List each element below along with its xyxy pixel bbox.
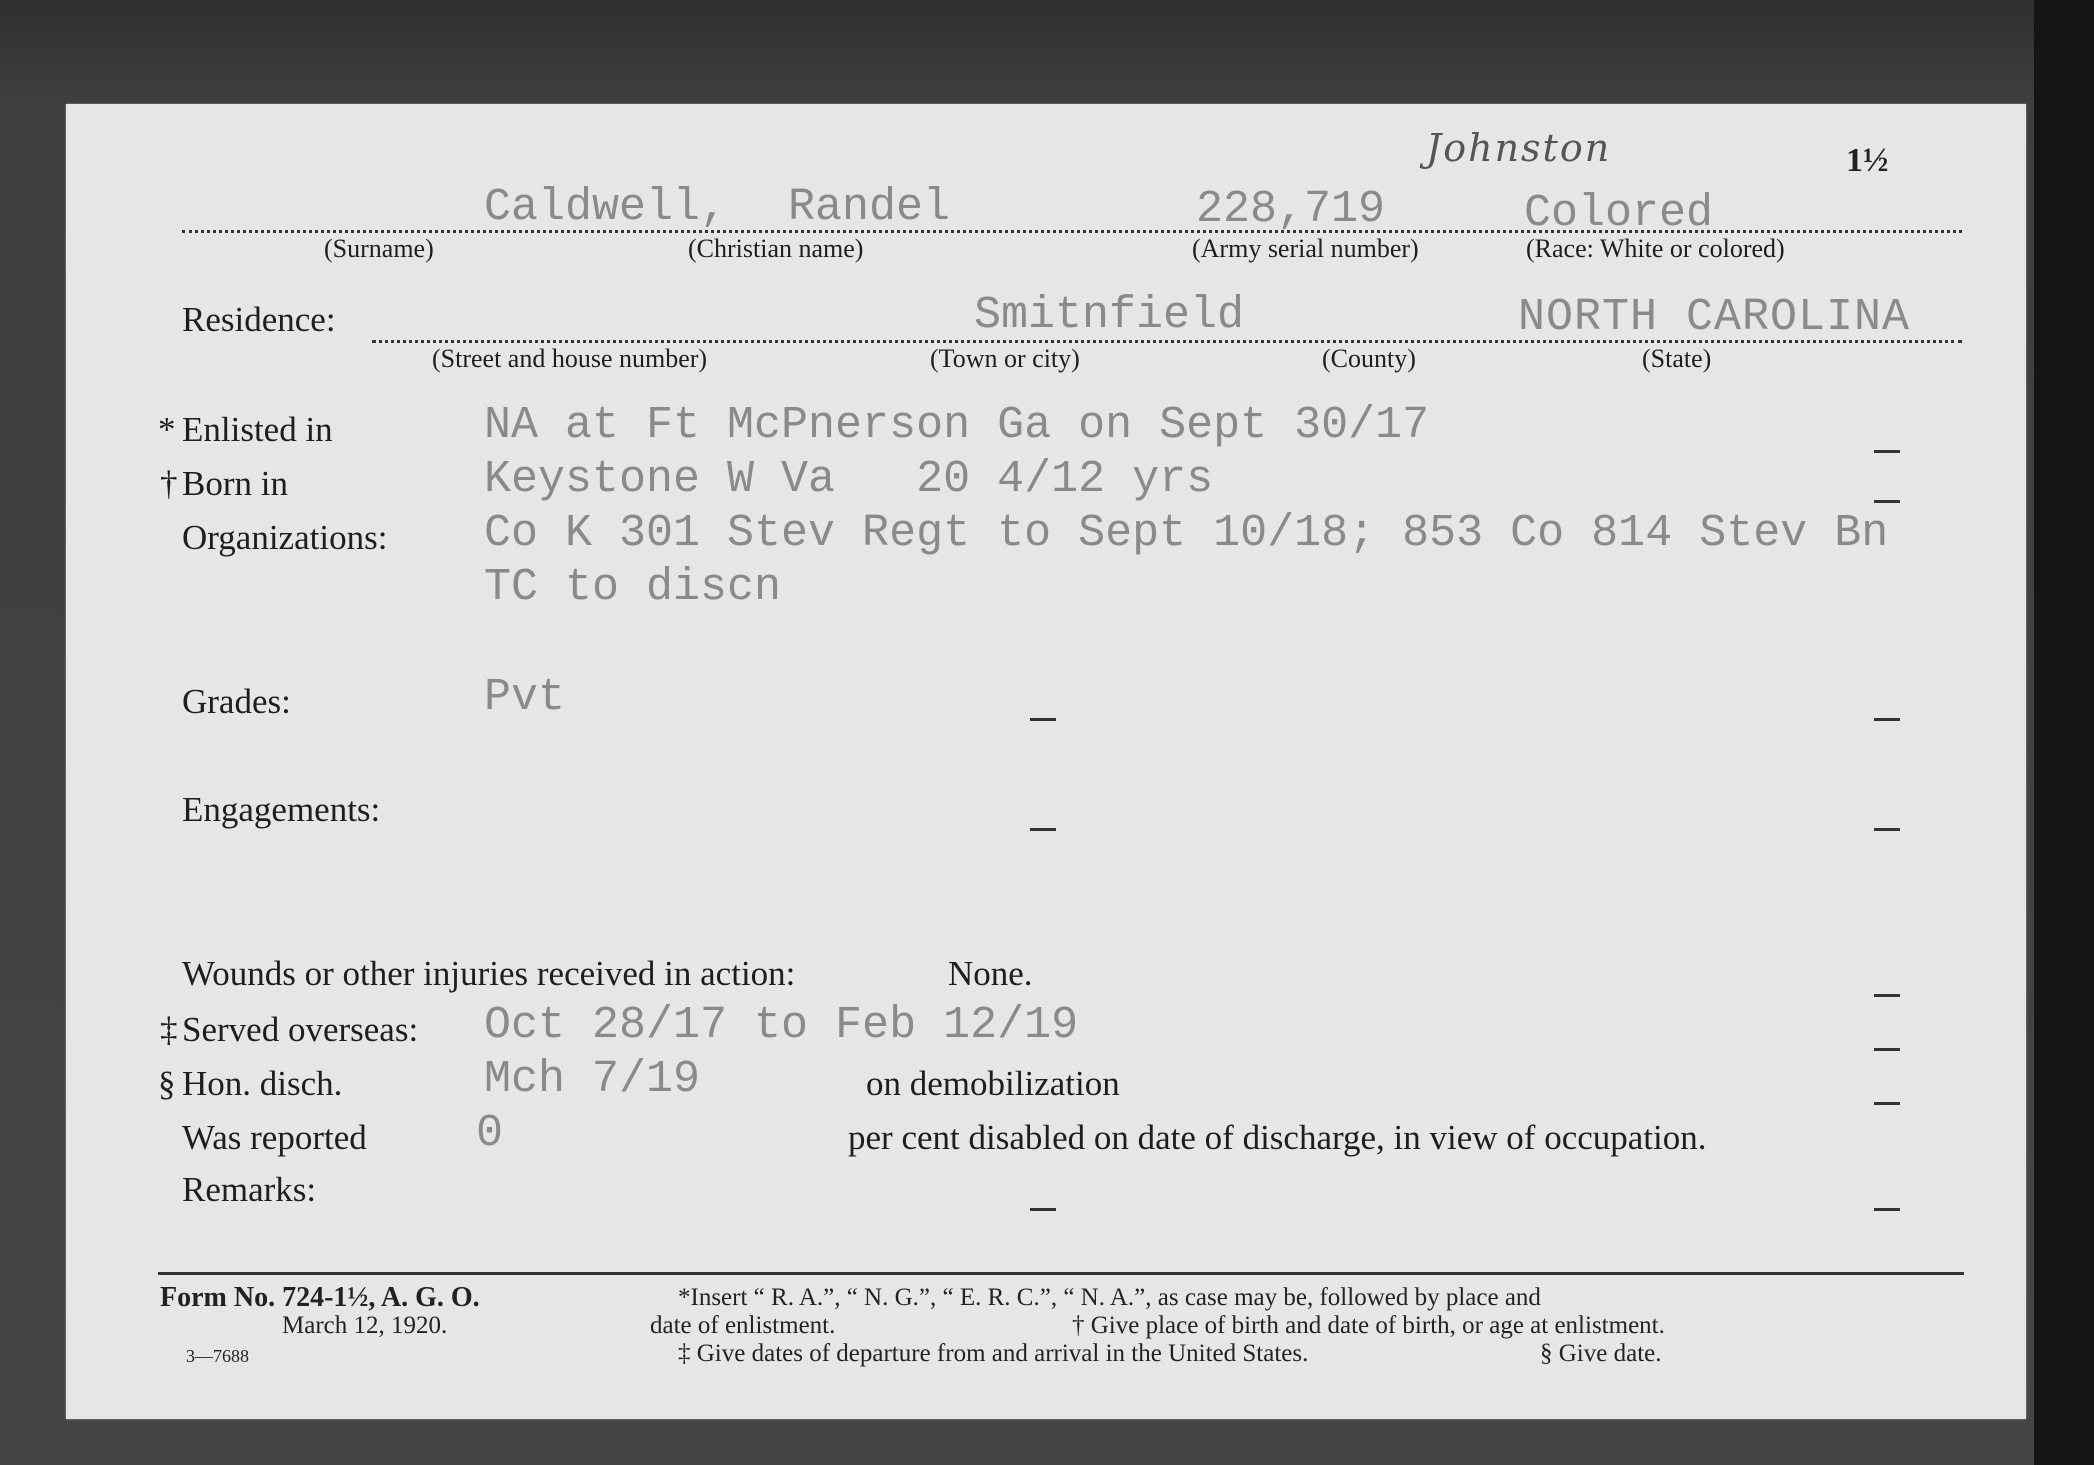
footnote-overseas: ‡ Give dates of departure from and arrival in the United States.: [678, 1340, 1309, 1367]
line-end-dash: [1874, 450, 1900, 453]
line-end-dash: [1874, 994, 1900, 997]
form-date: March 12, 1920.: [282, 1312, 448, 1339]
reported-value: 0: [476, 1108, 504, 1159]
residence-label: Residence:: [182, 300, 336, 339]
footnote-birth: † Give place of birth and date of birth, or age at enlistment.: [1072, 1312, 1665, 1339]
name-dotted-line: [182, 230, 1962, 233]
county-caption: (County): [1322, 344, 1416, 373]
surname-caption: (Surname): [324, 234, 434, 263]
line-end-dash: [1874, 718, 1900, 721]
service-record-card: [66, 104, 2026, 1419]
scan-edge-strip: [2034, 0, 2094, 1465]
wounds-label: Wounds or other injuries received in action:: [182, 954, 796, 993]
line-end-dash: [1874, 1048, 1900, 1051]
enlisted-value: NA at Ft McPnerson Ga on Sept 30/17: [484, 400, 1430, 451]
organizations-label: Organizations:: [182, 518, 388, 557]
enlisted-mark: *: [158, 410, 176, 449]
state-caption: (State): [1642, 344, 1712, 373]
line-end-dash: [1874, 828, 1900, 831]
corner-number: 1½: [1846, 142, 1889, 179]
discharge-mark: §: [158, 1064, 176, 1103]
born-label: Born in: [182, 464, 288, 503]
grades-label: Grades:: [182, 682, 291, 721]
line-end-dash: [1030, 1208, 1056, 1211]
overseas-label: Served overseas:: [182, 1010, 419, 1049]
residence-town-value: Smitnfield: [974, 290, 1245, 341]
footnote-enlistment-cont: date of enlistment.: [650, 1312, 836, 1339]
overseas-mark: ‡: [160, 1010, 178, 1049]
residence-state-value: NORTH CAROLINA: [1518, 292, 1911, 343]
surname-value: Caldwell,: [484, 182, 728, 233]
footer-rule: [158, 1272, 1964, 1275]
serial-number-value: 228,719: [1196, 184, 1386, 235]
reported-label: Was reported: [182, 1118, 367, 1157]
line-end-dash: [1874, 1102, 1900, 1105]
discharge-suffix: on demobilization: [866, 1064, 1120, 1103]
serial-caption: (Army serial number): [1192, 234, 1419, 263]
overseas-value: Oct 28/17 to Feb 12/19: [484, 1000, 1079, 1051]
footnote-enlistment: *Insert “ R. A.”, “ N. G.”, “ E. R. C.”, “ N. A.”, as case may be, followed by place and: [678, 1284, 1541, 1311]
line-end-dash: [1030, 718, 1056, 721]
discharge-value: Mch 7/19: [484, 1054, 701, 1105]
discharge-label: Hon. disch.: [182, 1064, 343, 1103]
christian-name-caption: (Christian name): [688, 234, 864, 263]
organizations-line-1: Co K 301 Stev Regt to Sept 10/18; 853 Co 814 Stev Bn: [484, 508, 1889, 559]
race-value: Colored: [1524, 188, 1714, 239]
grades-value: Pvt: [484, 672, 566, 723]
residence-dotted-line: [372, 340, 1962, 343]
line-end-dash: [1874, 1208, 1900, 1211]
reported-suffix: per cent disabled on date of discharge, in view of occupation.: [848, 1118, 1707, 1157]
christian-name-value: Randel: [788, 182, 951, 233]
born-mark: †: [160, 464, 178, 503]
print-code: 3—7688: [186, 1346, 249, 1366]
footnote-discharge: § Give date.: [1540, 1340, 1662, 1367]
form-number: Form No. 724-1½, A. G. O.: [160, 1282, 480, 1313]
line-end-dash: [1030, 828, 1056, 831]
wounds-value: None.: [948, 954, 1033, 993]
born-value: Keystone W Va 20 4/12 yrs: [484, 454, 1214, 505]
line-end-dash: [1874, 500, 1900, 503]
race-caption: (Race: White or colored): [1526, 234, 1785, 263]
street-caption: (Street and house number): [432, 344, 708, 373]
organizations-line-2: TC to discn: [484, 562, 782, 613]
county-handwritten: Johnston: [1426, 126, 1612, 170]
town-caption: (Town or city): [930, 344, 1080, 373]
remarks-label: Remarks:: [182, 1170, 317, 1209]
engagements-label: Engagements:: [182, 790, 381, 829]
enlisted-label: Enlisted in: [182, 410, 333, 449]
